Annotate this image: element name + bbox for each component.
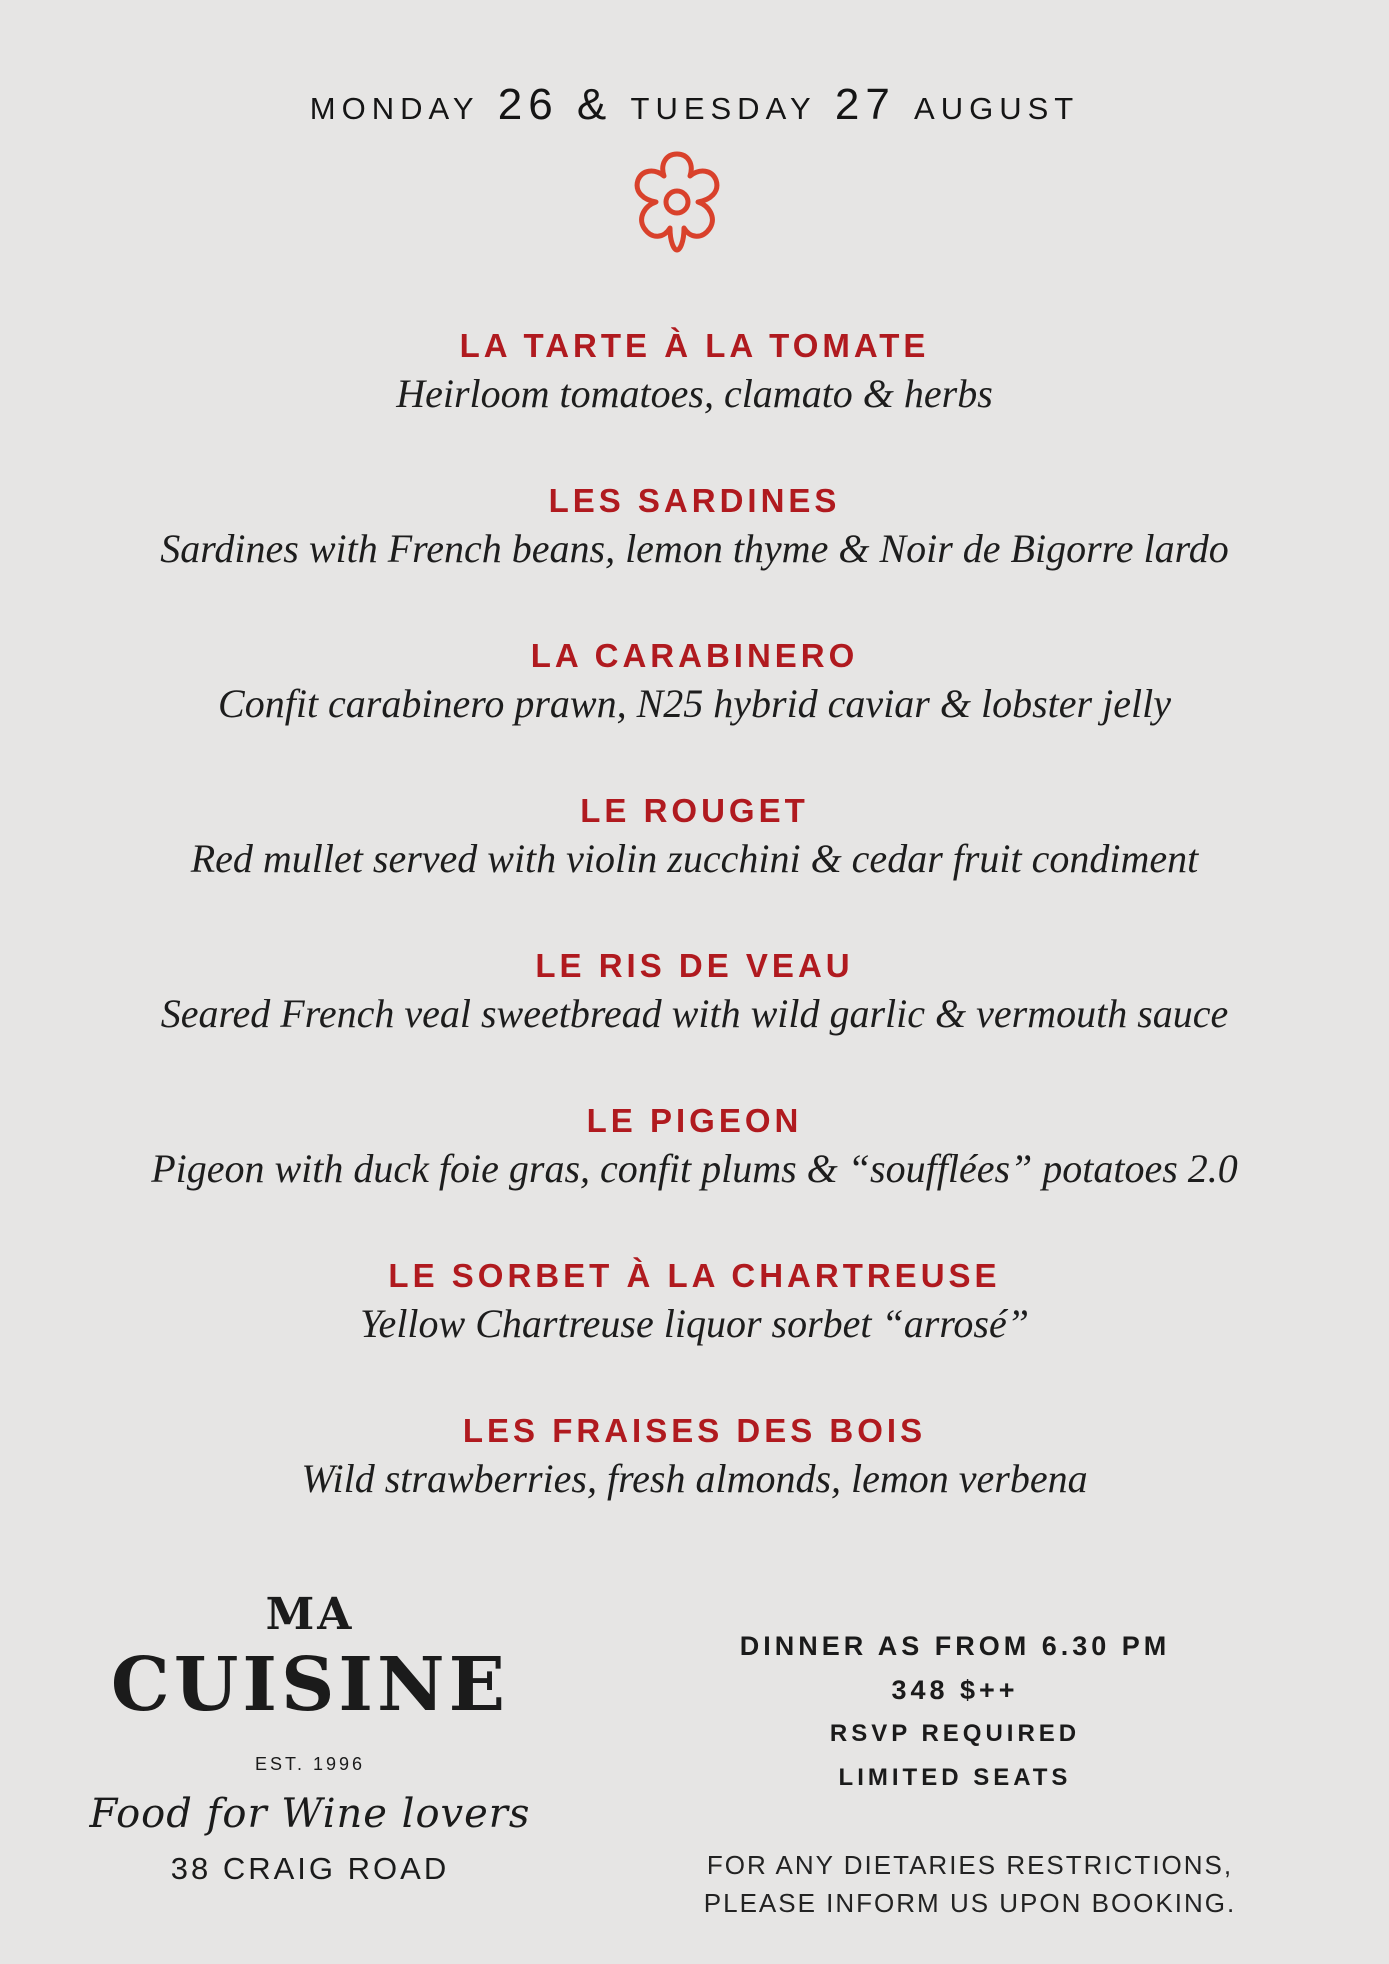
dinner-time: DINNER AS FROM 6.30 PM [739, 1631, 1171, 1661]
course-title: LE ROUGET [580, 792, 809, 829]
brand-name-top: MA [265, 1589, 355, 1640]
course-item [0, 477, 1389, 632]
course-title: LE SORBET À LA CHARTREUSE [388, 1257, 1001, 1294]
course-item [0, 1407, 1389, 1562]
menu-price: 348 $++ [891, 1675, 1019, 1705]
course-description: Yellow Chartreuse liquor sorbet “arrosé” [359, 1301, 1029, 1346]
course-title: LE PIGEON [586, 1102, 803, 1139]
course-title: LA TARTE À LA TOMATE [459, 327, 930, 364]
course-description: Sardines with French beans, lemon thyme & Noir de Bigorre lardo [160, 526, 1229, 571]
course-item [0, 322, 1389, 477]
course-description: Confit carabinero prawn, N25 hybrid caviar & lobster jelly [218, 681, 1171, 726]
dietary-line-2: PLEASE INFORM US UPON BOOKING. [703, 1888, 1237, 1918]
course-item [0, 1097, 1389, 1252]
course-title: LE RIS DE VEAU [535, 947, 854, 984]
brand-name-main: CUISINE [110, 1642, 510, 1728]
course-title: LES FRAISES DES BOIS [462, 1412, 927, 1449]
event-date-heading: monday 26 & tuesday 27 august [309, 80, 1080, 129]
dietary-note [620, 1846, 1320, 1922]
course-description: Seared French veal sweetbread with wild garlic & vermouth sauce [160, 991, 1229, 1036]
course-description: Pigeon with duck foie gras, confit plums & “soufflées” potatoes 2.0 [151, 1146, 1238, 1191]
course-item [0, 632, 1389, 787]
menu-courses [0, 322, 1389, 1562]
michelin-star-icon [624, 144, 730, 260]
brand-established: EST. 1996 [254, 1754, 366, 1774]
course-description: Heirloom tomatoes, clamato & herbs [396, 371, 993, 416]
course-item [0, 1252, 1389, 1407]
course-title: LES SARDINES [548, 482, 841, 519]
dietary-line-1: FOR ANY DIETARIES RESTRICTIONS, [706, 1850, 1234, 1880]
course-description: Wild strawberries, fresh almonds, lemon verbena [301, 1456, 1088, 1501]
course-title: LA CARABINERO [530, 637, 859, 674]
restaurant-logo [60, 1588, 560, 1887]
course-item [0, 942, 1389, 1097]
restaurant-address: 38 CRAIG ROAD [170, 1851, 450, 1886]
booking-info [640, 1624, 1270, 1800]
brand-tagline: Food for Wine lovers [89, 1791, 531, 1837]
course-item [0, 787, 1389, 942]
course-description: Red mullet served with violin zucchini & cedar fruit condiment [190, 836, 1199, 881]
seats-note: LIMITED SEATS [838, 1764, 1072, 1791]
rsvp-note: RSVP REQUIRED [829, 1720, 1081, 1747]
